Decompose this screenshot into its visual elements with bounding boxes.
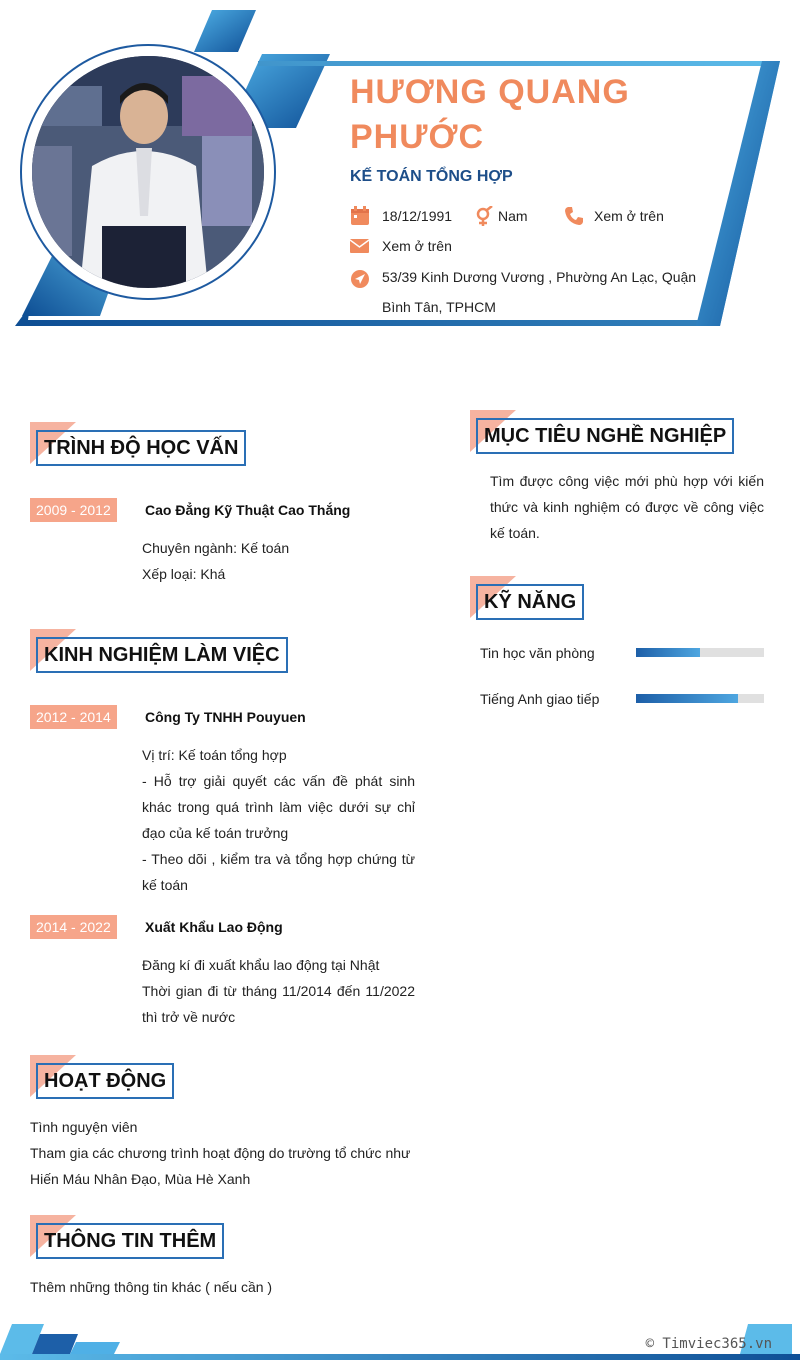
watermark: © Timviec365.vn — [645, 1336, 772, 1352]
skill-name: Tiếng Anh giao tiếp — [480, 691, 600, 707]
phone-text: Xem ở trên — [594, 208, 664, 224]
address-info — [350, 266, 720, 322]
extra-title: THÔNG TIN THÊM — [36, 1223, 224, 1259]
gender-icon — [474, 206, 494, 226]
activities-title: HOẠT ĐỘNG — [36, 1063, 174, 1099]
address-text: 53/39 Kinh Dương Vương , Phường An Lạc, Quận Bình Tân, TPHCM — [382, 269, 697, 315]
skill-name: Tin học văn phòng — [480, 645, 595, 661]
job-title: KẾ TOÁN TỔNG HỢP — [350, 168, 513, 185]
experience-description: Đăng kí đi xuất khẩu lao động tại Nhật Thời gian đi từ tháng 11/2014 đến 11/2022 thì trở về nước — [142, 957, 415, 1025]
calendar-icon — [350, 206, 370, 226]
education-title: TRÌNH ĐỘ HỌC VẤN — [36, 430, 246, 466]
company-name: Xuất Khẩu Lao Động — [145, 919, 283, 935]
school-name: Cao Đẳng Kỹ Thuật Cao Thắng — [145, 502, 351, 518]
experience-title: KINH NGHIỆM LÀM VIỆC — [36, 637, 288, 673]
activities-text: Tình nguyện viên Tham gia các chương trình hoạt động do trường tổ chức như Hiến Máu Nhân Đạo, Mùa Hè Xanh — [30, 1119, 411, 1187]
skills-title: KỸ NĂNG — [476, 584, 584, 620]
email-info — [350, 236, 452, 256]
avatar-photo — [32, 56, 264, 288]
cv-header — [0, 0, 800, 340]
candidate-name: HƯƠNG QUANG PHƯỚC — [350, 73, 630, 156]
avatar — [32, 56, 264, 288]
phone-icon — [564, 206, 584, 226]
birthday-text: 18/12/1991 — [382, 208, 453, 224]
education-line: Xếp loại: Khá — [142, 566, 226, 582]
email-text: Xem ở trên — [382, 238, 452, 254]
company-name: Công Ty TNHH Pouyuen — [145, 709, 306, 725]
education-period-badge: 2009 - 2012 — [30, 498, 117, 522]
objective-text: Tìm được công việc mới phù hợp với kiến thức và kinh nghiệm có được về công việc kế toán. — [490, 473, 764, 541]
location-icon — [350, 269, 370, 289]
gender-info — [474, 206, 528, 226]
avatar-frame — [20, 44, 276, 300]
experience-period-badge: 2012 - 2014 — [30, 705, 117, 729]
birthday-info — [350, 206, 452, 226]
experience-description: Vị trí: Kế toán tổng hợp - Hỗ trợ giải quyết các vấn đề phát sinh khác trong quá trình làm việc dưới sự chỉ đạo của kế toán trưởng - Theo dõi , kiểm tra và tổng hợp chứng từ kế toán — [142, 747, 415, 893]
extra-text: Thêm những thông tin khác ( nếu cần ) — [30, 1279, 273, 1295]
education-line: Chuyên ngành: Kế toán — [142, 540, 290, 556]
objective-title: MỤC TIÊU NGHỀ NGHIỆP — [476, 418, 734, 454]
gender-text: Nam — [498, 208, 528, 224]
skill-level-bar — [636, 694, 764, 703]
skill-level-bar — [636, 648, 764, 657]
skill-level-fill — [636, 694, 738, 703]
phone-info — [564, 206, 664, 226]
experience-period-badge: 2014 - 2022 — [30, 915, 117, 939]
skill-level-fill — [636, 648, 700, 657]
email-icon — [350, 236, 370, 256]
